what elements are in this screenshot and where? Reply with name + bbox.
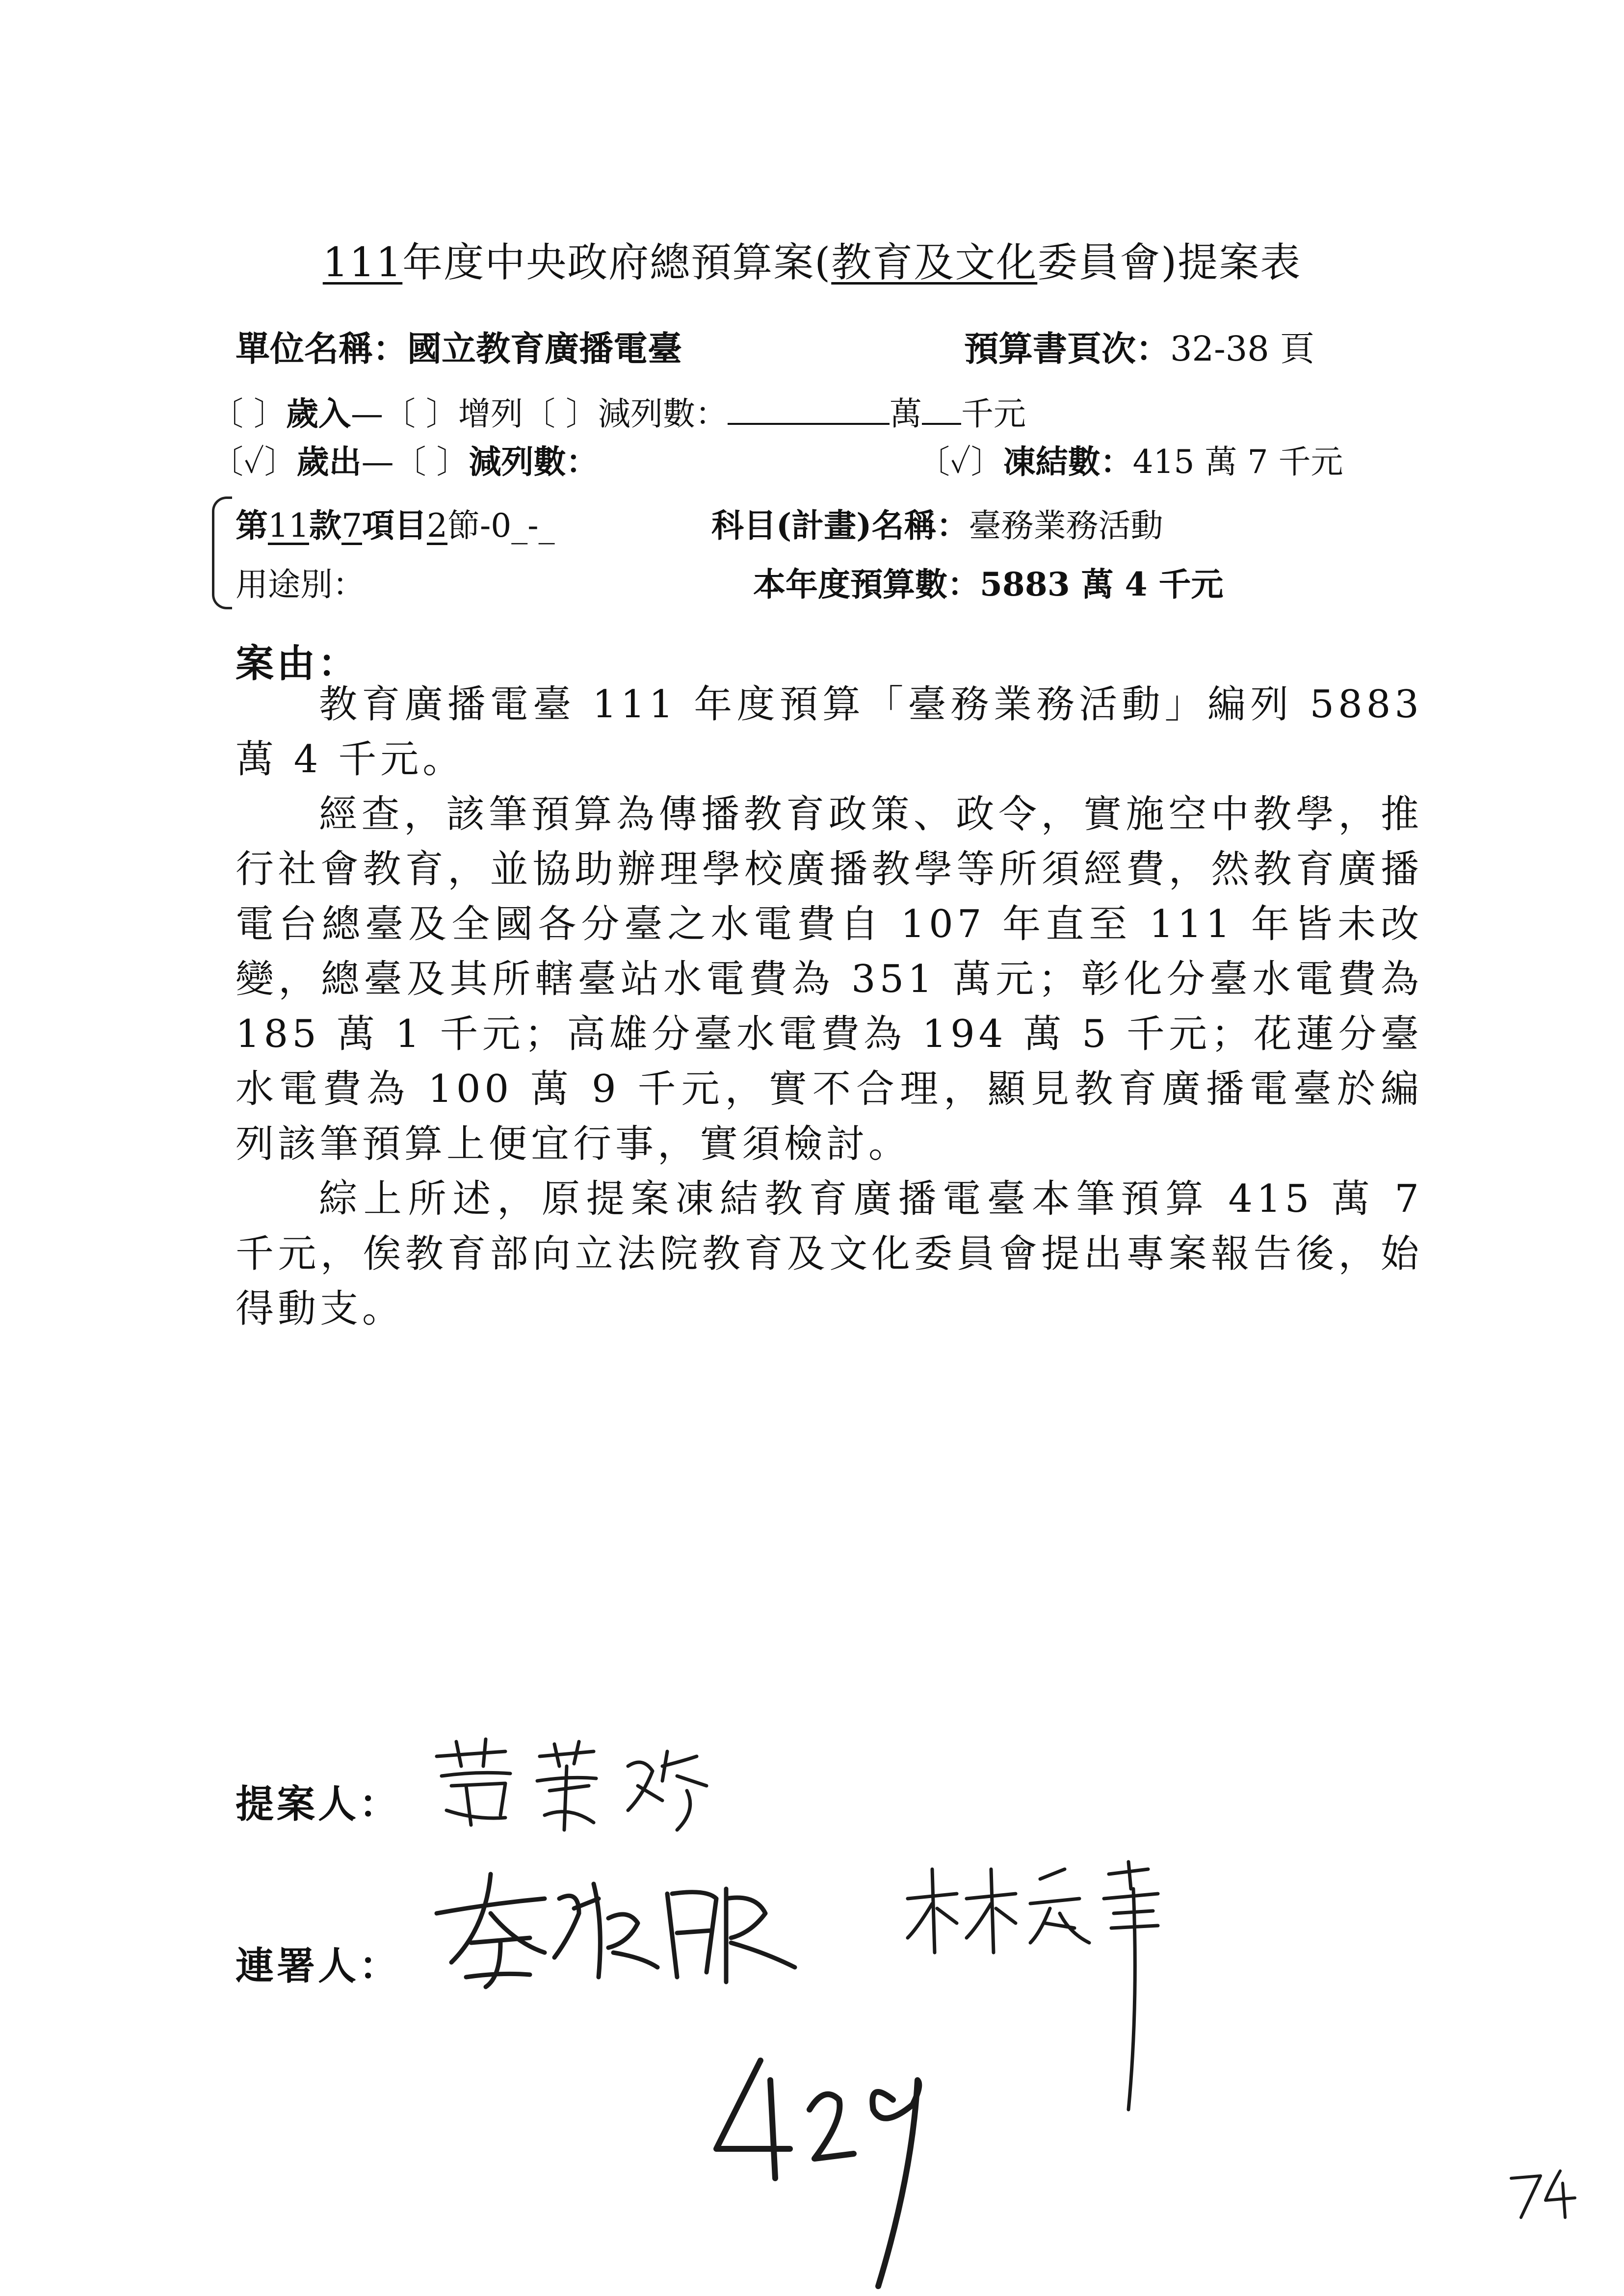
current-budget: [753, 558, 1224, 605]
revenue-checkbox: 〔 〕: [211, 395, 286, 433]
freeze-label: 凍結數：: [1003, 443, 1133, 481]
wan-unit: 萬: [889, 395, 922, 433]
revenue-row: [211, 388, 1026, 434]
jie-number: 2: [426, 507, 447, 545]
expense-decrease-label: 減列數：: [469, 443, 599, 481]
budget-label: 本年度預算數：: [753, 565, 980, 603]
title-part1: 年度中央政府總預算案(: [402, 239, 832, 286]
left-bracket: [212, 496, 232, 609]
revenue-dash: —: [350, 395, 383, 433]
expense-checkbox: 〔✓〕: [211, 443, 297, 481]
qian-unit: 千元: [961, 395, 1026, 433]
expense-row: [211, 436, 599, 482]
kuan-number: 11: [268, 507, 309, 545]
increase-label: 增列: [458, 395, 523, 433]
subject-value: 臺務業務活動: [969, 507, 1163, 545]
di-label: 第: [236, 506, 268, 545]
page-value: 32-38 頁: [1170, 329, 1315, 369]
cosigner-signature-1: [432, 1869, 805, 1997]
expense-label: 歲出: [296, 443, 362, 481]
case-body: [236, 677, 1423, 1336]
case-paragraph: 綜上所述，原提案凍結教育廣播電臺本筆預算 415 萬 7 千元，俟教育部向立法院教育及文化委員會提出專案報告後，始得動支。: [236, 1177, 1423, 1331]
qian-blank: [922, 393, 961, 425]
handwritten-number-429: [707, 2051, 962, 2296]
revenue-label: 歲入: [286, 394, 351, 433]
unit-label: 單位名稱：: [236, 328, 407, 369]
unit-value: 國立教育廣播電臺: [407, 328, 682, 369]
case-paragraph: 經查，該筆預算為傳播教育政策、政令，實施空中教學，推行社會教育，並協助辦理學校廣播教學等所須經費，然教育廣播電台總臺及全國各分臺之水電費自 107 年直至 111 年皆未改變，總臺及其所轄臺站水電費為 351 萬元；彰化分臺水電費為 185 萬 1 千元；高雄分臺水電費為 194 萬 5 千元；花蓮分臺水電費為 100 萬 9 千元，實不合理，顯見教育廣播電臺於編列該筆預算上便宜行事，實須檢討。: [236, 792, 1423, 1166]
jie-label: 節-0_-_: [447, 507, 555, 545]
section-row: [236, 499, 555, 546]
kuan-label: 款: [309, 506, 341, 545]
subject-name: [711, 499, 1163, 546]
cosigner-label: 連署人：: [236, 1944, 401, 1988]
expense-dash: —: [361, 443, 394, 481]
handwritten-page-number: [1506, 2168, 1580, 2222]
document-title: [0, 231, 1624, 288]
wan-blank: [728, 393, 890, 425]
xiang-number: 7: [341, 507, 362, 545]
freeze-amount: [917, 436, 1343, 482]
title-year: 111: [322, 239, 403, 286]
budget-value: 5883 萬 4 千元: [980, 565, 1224, 603]
case-paragraph: 教育廣播電臺 111 年度預算「臺務業務活動」編列 5883 萬 4 千元。: [236, 682, 1423, 782]
usage-label: 用途別：: [236, 566, 365, 603]
title-part2: 委員會)提案表: [1037, 239, 1302, 286]
title-committee: 教育及文化: [831, 239, 1038, 286]
xiang-label: 項目: [362, 506, 427, 545]
subject-label: 科目(計畫)名稱：: [711, 506, 969, 545]
revenue-decrease-label: 減列數：: [598, 395, 728, 433]
proposer-label: 提案人：: [236, 1782, 401, 1826]
decrease-checkbox: 〔 〕: [523, 395, 598, 433]
freeze-value: 415 萬 7 千元: [1132, 443, 1343, 481]
proposer-signature: [432, 1737, 736, 1835]
freeze-checkbox: 〔✓〕: [917, 443, 1003, 481]
increase-checkbox: 〔 〕: [383, 395, 458, 433]
budget-page: [964, 321, 1314, 371]
case-heading: 案由：: [236, 641, 360, 686]
page-label: 預算書頁次：: [964, 328, 1170, 369]
unit-name: [236, 321, 682, 371]
expense-decrease-checkbox: 〔 〕: [393, 443, 469, 481]
